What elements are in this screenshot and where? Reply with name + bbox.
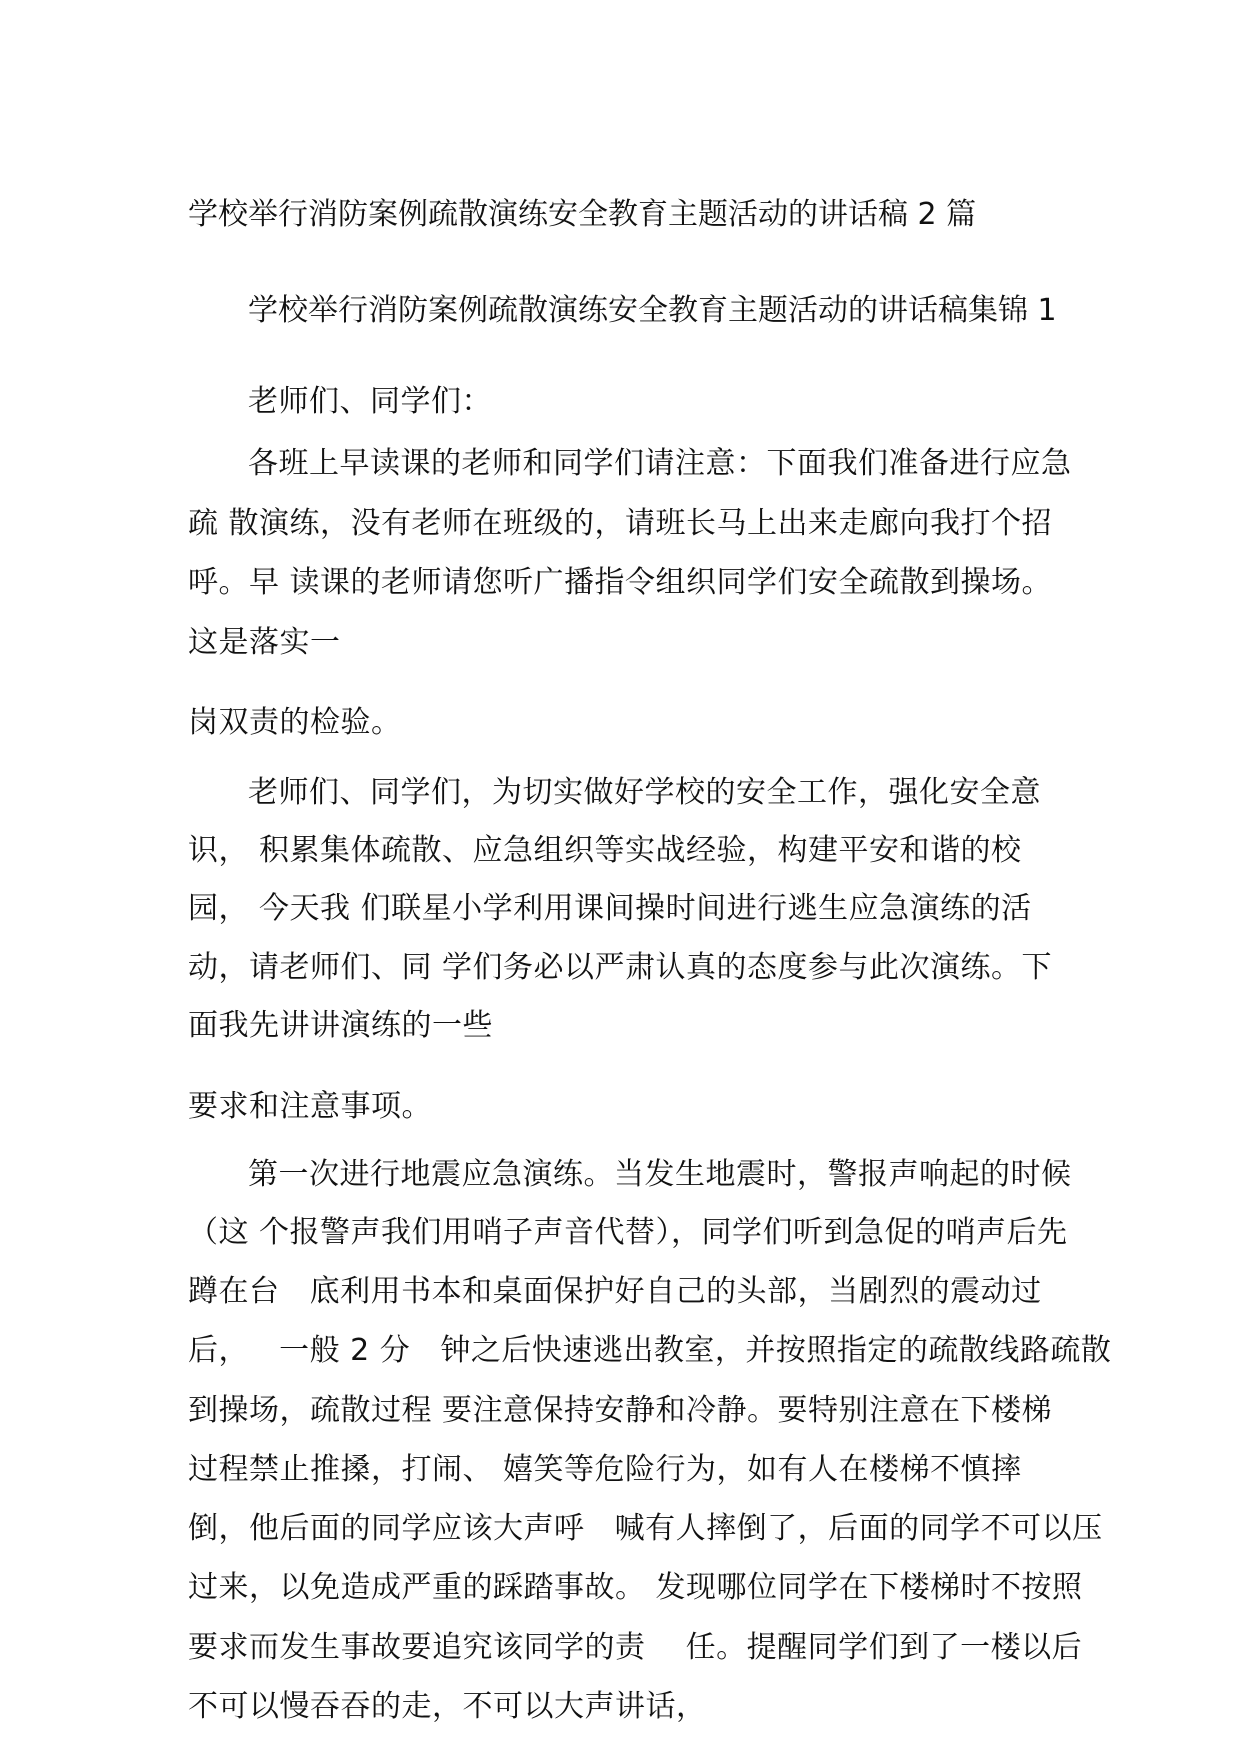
salutation: 老师们、同学们： [248, 384, 492, 419]
paragraph-line: 过程禁止推搡，打闹、 嬉笑等危险行为，如有人在楼梯不慎摔 [188, 1452, 1022, 1487]
paragraph-line: 到操场，疏散过程 要注意保持安静和冷静。要特别注意在下楼梯 [188, 1393, 1053, 1428]
paragraph-line: 要求和注意事项。 [188, 1089, 432, 1124]
paragraph-line: 老师们、同学们，为切实做好学校的安全工作，强化安全意 [248, 775, 1041, 810]
paragraph-line: 后， 一般 2 分 钟之后快速逃出教室，并按照指定的疏散线路疏散 [188, 1333, 1112, 1368]
document-subtitle: 学校举行消防案例疏散演练安全教育主题活动的讲话稿集锦 1 [248, 293, 1057, 328]
paragraph-line: 呼。早 读课的老师请您听广播指令组织同学们安全疏散到操场。 [188, 565, 1053, 600]
paragraph-line: 蹲在台 底利用书本和桌面保护好自己的头部，当剧烈的震动过 [188, 1274, 1042, 1309]
paragraph-line: 过来，以免造成严重的踩踏事故。 发现哪位同学在下楼梯时不按照 [188, 1570, 1083, 1605]
paragraph-line: 第一次进行地震应急演练。当发生地震时，警报声响起的时候 [248, 1157, 1072, 1192]
document-title: 学校举行消防案例疏散演练安全教育主题活动的讲话稿 2 篇 [188, 197, 977, 232]
paragraph-line: 识， 积累集体疏散、应急组织等实战经验，构建平安和谐的校 [188, 833, 1022, 868]
paragraph-line: 这是落实一 [188, 625, 341, 660]
paragraph-line: （这 个报警声我们用哨子声音代替），同学们听到急促的哨声后先 [188, 1215, 1068, 1250]
paragraph-line: 各班上早读课的老师和同学们请注意：下面我们准备进行应急 [248, 446, 1072, 481]
paragraph-line: 岗双责的检验。 [188, 705, 402, 740]
paragraph-line: 园， 今天我 们联星小学利用课间操时间进行逃生应急演练的活 [188, 891, 1032, 926]
paragraph-line: 面我先讲讲演练的一些 [188, 1008, 493, 1043]
paragraph-line: 疏 散演练，没有老师在班级的，请班长马上出来走廊向我打个招 [188, 506, 1053, 541]
paragraph-line: 不可以慢吞吞的走，不可以大声讲话， [188, 1689, 707, 1724]
paragraph-line: 要求而发生事故要追究该同学的责 任。提醒同学们到了一楼以后 [188, 1630, 1083, 1665]
paragraph-line: 倒，他后面的同学应该大声呼 喊有人摔倒了，后面的同学不可以压 [188, 1511, 1103, 1546]
paragraph-line: 动，请老师们、同 学们务必以严肃认真的态度参与此次演练。下 [188, 950, 1053, 985]
